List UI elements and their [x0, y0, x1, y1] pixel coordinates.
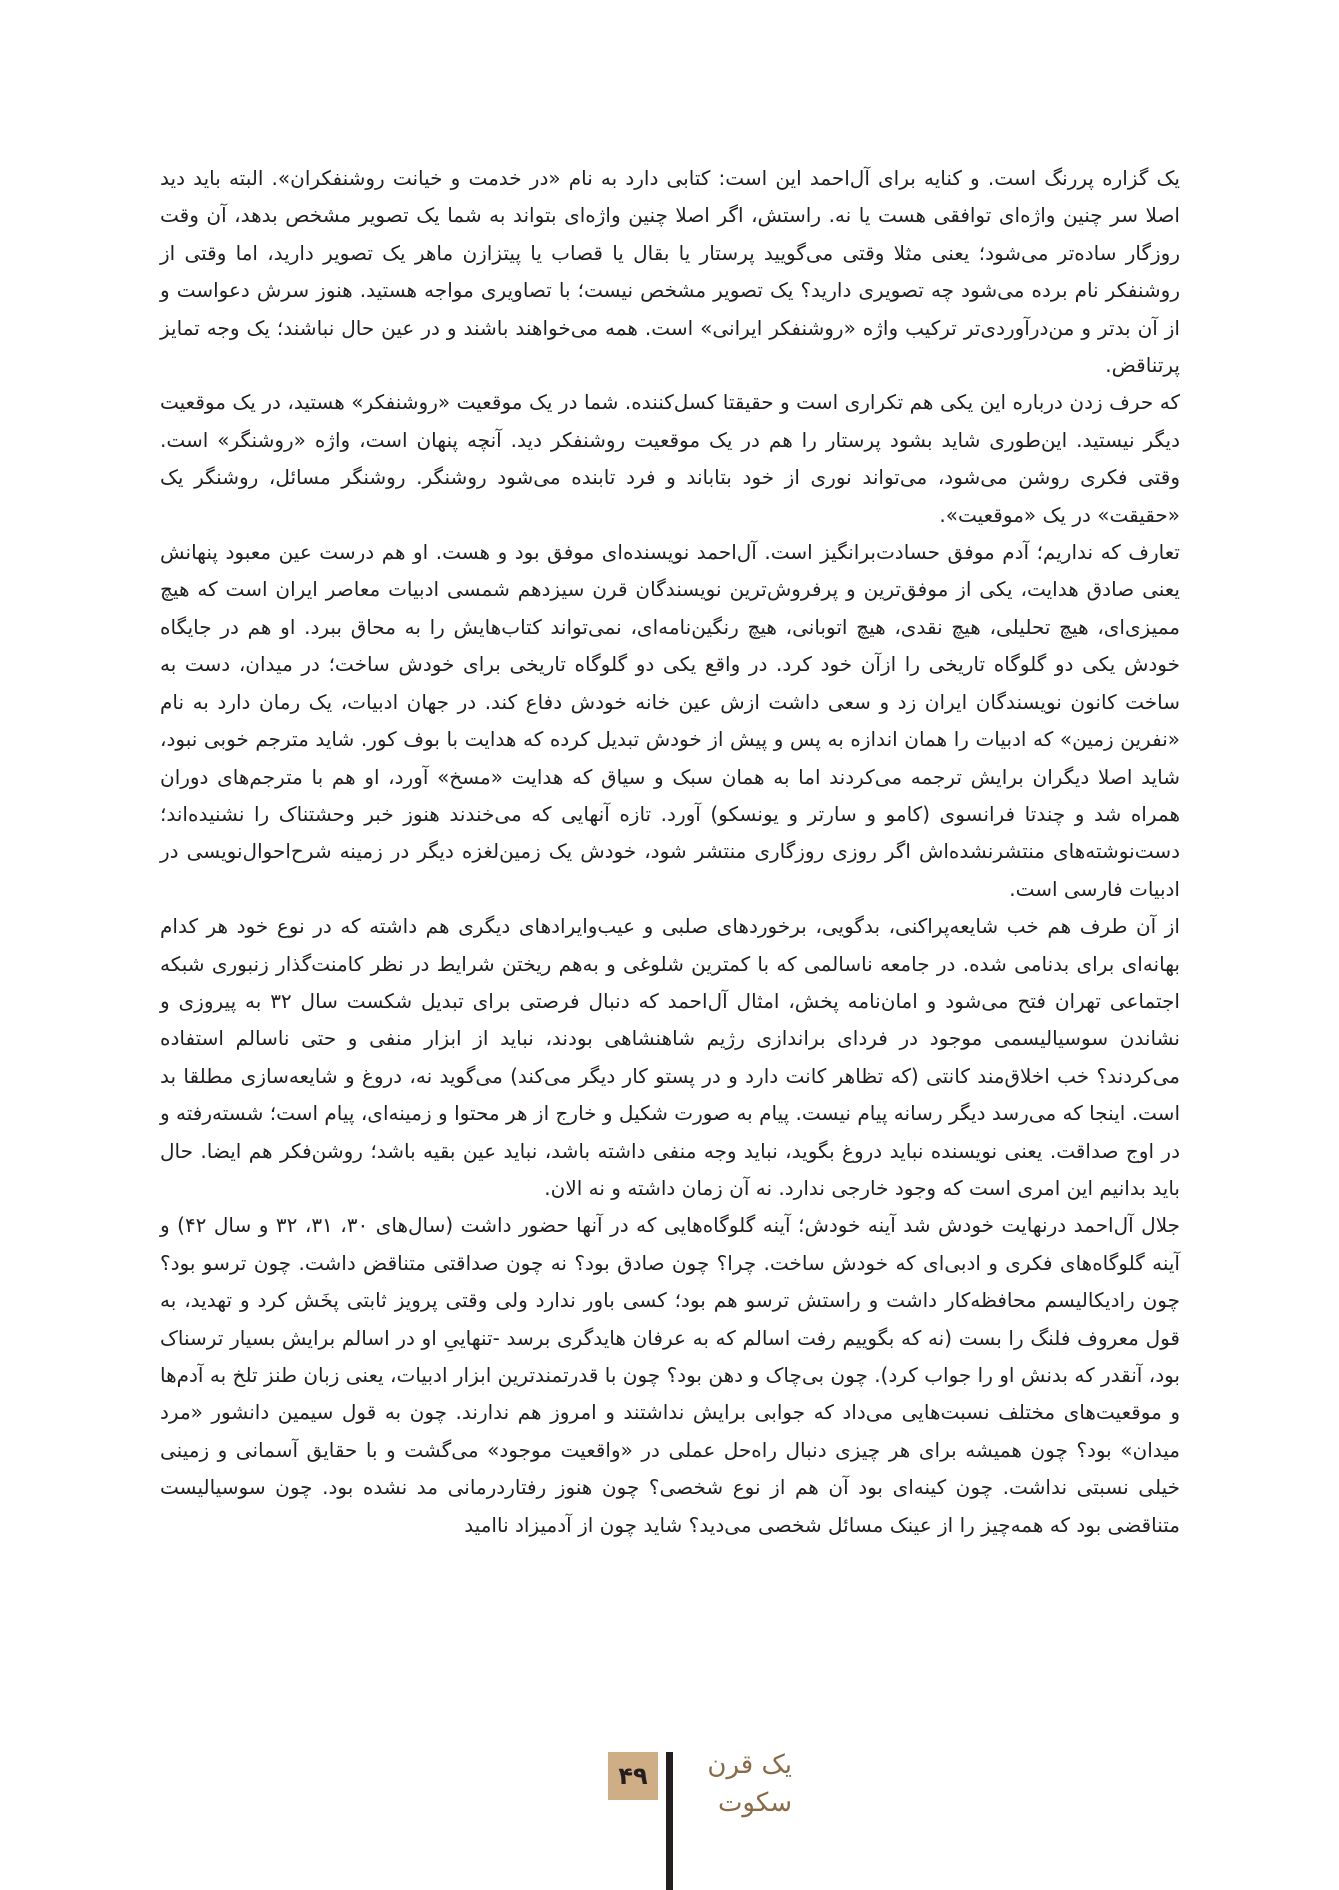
series-title-line-1: یک قرن	[707, 1750, 792, 1780]
series-title-line-2: سکوت	[717, 1788, 792, 1818]
paragraph-3: تعارف که نداریم؛ آدم موفق حسادت‌برانگیز است. آل‌احمد نویسنده‌ای موفق بود و هست. او هم درست عین معبود پنهانش یعنی صادق هدایت، یکی از موفق‌ترین و پرفروش‌ترین نویسندگان قرن سیزدهم شمسی ادبیات معاصر ایران است که هیچ ممیزی‌ای، هیچ تحلیلی، هیچ نقدی، هیچ اتوبانی، هیچ رنگین‌نامه‌ای، نمی‌تواند کتاب‌هایش را به محاق ببرد. او هم در جایگاه خودش یکی دو گلوگاه تاریخی را ازآن خود کرد. در واقع یکی دو گلوگاه تاریخی برای خودش ساخت؛ در میدان، دست به ساخت کانون نویسندگان ایران زد و سعی داشت ازش عین خانه خودش دفاع کند. در جهان ادبیات، یک رمان دارد به نام «نفرین زمین» که ادبیات را همان اندازه به پس و پیش از خودش تبدیل کرده که هدایت با بوف کور. شاید مترجم خوبی نبود، شاید اصلا دیگران برایش ترجمه می‌کردند اما به همان سبک و سیاق که هدایت «مسخ» آورد، او هم با مترجم‌های دوران همراه شد و چندتا فرانسوی (کامو و سارتر و یونسکو) آورد. تازه آنهایی که می‌خندند هنوز خبر وحشتناک را نشنیده‌اند؛ دست‌نوشته‌های منتشرنشده‌اش اگر روزی روزگاری منتشر شود، خودش یک زمین‌لغزه دیگر در زمینه شرح‌احوال‌نویسی در ادبیات فارسی است.	[160, 540, 1180, 901]
paragraph-4: از آن طرف هم خب شایعه‌پراکنی، بدگویی، برخوردهای صلبی و عیب‌وایرادهای دیگری هم داشته که در نوع خود هر کدام بهانه‌ای برای بدنامی شده. در جامعه ناسالمی که با کمترین شلوغی و به‌هم ریختن شرایط در نظر کامنت‌گذار زنبوری شبکه اجتماعی تهران فتح می‌شود و امان‌نامه پخش، امثال آل‌احمد که دنبال فرصتی برای تبدیل شکست سال ۳۲ به پیروزی و نشاندن سوسیالیسمی موجود در فردای براندازی رژیم شاهنشاهی بودند، نباید از ابزار منفی و حتی ناسالم استفاده می‌کردند؟ خب اخلاق‌مند کانتی (که تظاهر کانت دارد و در پستو کار دیگر می‌کند) می‌گوید نه، دروغ و شایعه‌سازی مطلقا بد است. اینجا که می‌رسد دیگر رسانه پیام نیست. پیام به صورت شکیل و خارج از هر محتوا و زمینه‌ای، پیام است؛ شسته‌رفته و در اوج صداقت. یعنی نویسنده نباید دروغ بگوید، نباید وجه منفی داشته باشد، نباید عین بقیه باشد؛ روشن‌فکر هم ایضا. حال باید بدانیم این امری است که وجود خارجی ندارد. نه آن زمان داشته و نه الان.	[160, 914, 1180, 1200]
paragraph-5: جلال آل‌احمد درنهایت خودش شد آینه خودش؛ آینه گلوگاه‌هایی که در آنها حضور داشت (سال‌های ۳۰، ۳۱، ۳۲ و سال ۴۲) و آینه گلوگاه‌های فکری و ادبی‌ای که خودش ساخت. چرا؟ چون صادق بود؟ نه چون صداقتی متناقض داشت. چون ترسو بود؟ چون رادیکالیسم محافظه‌کار داشت و راستش ترسو هم بود؛ کسی باور ندارد ولی وقتی پرویز ثابتی پخَش کرد و تهدید، به قول معروف فلنگ را بست (نه که بگوییم رفت اسالم که به عرفان هایدگری برسد -تنهاییِ او در اسالم برایش بسیار ترسناک بود، آنقدر که بدنش او را جواب کرد). چون بی‌چاک و دهن بود؟ چون با قدرتمندترین ابزار ادبیات، یعنی زبان طنز تلخ به آدم‌ها و موقعیت‌های مختلف نسبت‌هایی می‌داد که جوابی برایش نداشتند و امروز هم ندارند. چون به قول سیمین دانشور «مرد میدان» بود؟ چون همیشه برای هر چیزی دنبال راه‌حل عملی در «واقعیت موجود» می‌گشت و با حقایق آسمانی و زمینی خیلی نسبتی نداشت. چون کینه‌ای بود آن هم از نوع شخصی؟ چون هنوز رفتاردرمانی مد نشده بود. چون سوسیالیست متناقضی بود که همه‌چیز را از عینک مسائل شخصی می‌دید؟ شاید چون از آدمیزاد ناامید	[160, 1213, 1180, 1537]
footer-divider-bar	[666, 1752, 673, 1890]
paragraph-1: یک گزاره پررنگ است. و کنایه برای آل‌احمد این است: کتابی دارد به نام «در خدمت و خیانت روشنفکران». البته باید دید اصلا سر چنین واژه‌ای توافقی هست یا نه. راستش، اگر اصلا چنین واژه‌ای بتواند به شما یک تصویر مشخص بدهد، آن وقت روزگار ساده‌تر می‌شود؛ یعنی مثلا وقتی می‌گویید پرستار یا بقال یا قصاب یا پیتزازن ماهر یک تصویر دارید، اما وقتی از روشنفکر نام برده می‌شود چه تصویری دارید؟ یک تصویر مشخص نیست؛ با تصاویری مواجه هستید. هنوز سرش دعواست و از آن بدتر و من‌درآوردی‌تر ترکیب واژه «روشنفکر ایرانی» است. همه می‌خواهند باشند و در عین حال نباشند؛ یک وجه تمایز پرتناقض.	[160, 166, 1180, 378]
page-number-badge: ۴۹	[608, 1752, 658, 1800]
series-title	[682, 1746, 792, 1822]
page-footer	[0, 1752, 1339, 1890]
article-body	[160, 160, 1180, 1544]
paragraph-2: که حرف زدن درباره این یکی هم تکراری است و حقیقتا کسل‌کننده. شما در یک موقعیت «روشنفکر» هستید، در یک موقعیت دیگر نیستید. این‌طوری شاید بشود پرستار را هم در یک موقعیت روشنفکر دید. آنچه پنهان است، واژه «روشنگر» است. وقتی فکری روشن می‌شود، می‌تواند نوری از خود بتاباند و فرد تابنده می‌شود روشنگر. روشنگر مسائل، روشنگر یک «حقیقت» در یک «موقعیت».	[160, 390, 1180, 527]
